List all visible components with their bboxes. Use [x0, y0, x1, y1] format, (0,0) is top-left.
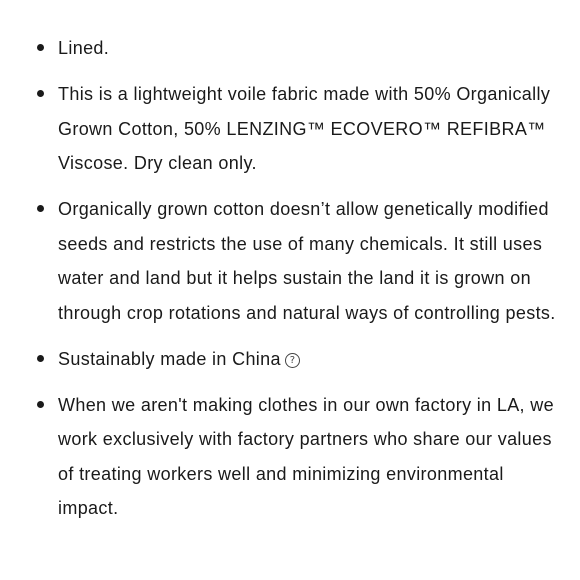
bullet-icon [37, 401, 44, 408]
bullet-icon [37, 44, 44, 51]
detail-item-organic-cotton [0, 192, 558, 330]
detail-item-made-in [0, 342, 558, 377]
bullet-icon [37, 355, 44, 362]
bullet-icon [37, 205, 44, 212]
detail-text: When we aren't making clothes in our own factory in LA, we work exclusively with factory partners who share our values of treating workers well and minimizing environmental impact. [58, 394, 554, 518]
detail-text: Organically grown cotton doesn’t allow genetically modified seeds and restricts the use of many chemicals. It still uses water and land but it helps sustain the land it is grown on through crop rotations and natural ways of controlling pests. [58, 199, 556, 323]
detail-item-lined [0, 31, 558, 66]
detail-item-factory-partners [0, 388, 558, 526]
detail-text: This is a lightweight voile fabric made with 50% Organically Grown Cotton, 50% LENZING™ ECOVERO™ REFIBRA™ Viscose. Dry clean only. [58, 84, 551, 173]
detail-text: Lined. [58, 38, 110, 58]
question-circle-icon[interactable]: ? [285, 353, 300, 368]
detail-item-fabric [0, 77, 558, 181]
bullet-icon [37, 90, 44, 97]
detail-text: Sustainably made in China [58, 348, 281, 369]
